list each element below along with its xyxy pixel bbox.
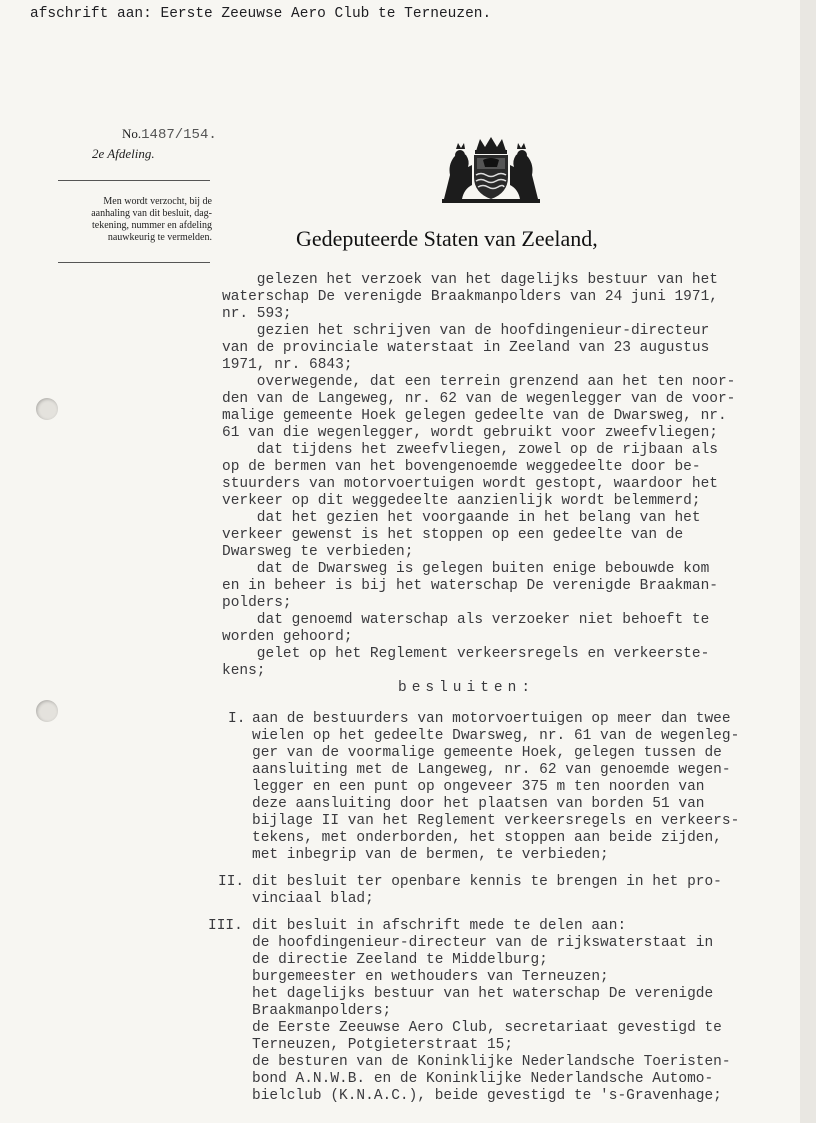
- document-title: Gedeputeerde Staten van Zeeland,: [296, 226, 598, 251]
- body-line: dat de Dwarsweg is gelegen buiten enige bebouwde kom: [222, 561, 710, 577]
- body-line: nr. 593;: [222, 306, 292, 322]
- zeeland-coat-of-arms-icon: [440, 135, 542, 205]
- citation-notice: [58, 196, 212, 244]
- department-label: 2e Afdeling.: [92, 146, 155, 161]
- decision-line: deze aansluiting door het plaatsen van borden 51 van: [252, 796, 705, 812]
- body-line: Dwarsweg te verbieden;: [222, 544, 414, 560]
- body-line: gelet op het Reglement verkeersregels en verkeerste-: [222, 646, 710, 662]
- body-line: en in beheer is bij het waterschap De verenigde Braakman-: [222, 578, 718, 594]
- reference-number-value: 1487/154.: [141, 127, 217, 143]
- body-line: gelezen het verzoek van het dagelijks bestuur van het: [222, 272, 718, 288]
- decision-line: de besturen van de Koninklijke Nederlandsche Toeristen-: [252, 1054, 731, 1070]
- citation-notice-line: nauwkeurig te vermelden.: [107, 232, 212, 243]
- decision-line: legger en een punt op ongeveer 375 m ten noorden van: [252, 779, 705, 795]
- body-line: van de provinciale waterstaat in Zeeland van 23 augustus: [222, 340, 710, 356]
- decision-line: wielen op het gedeelte Dwarsweg, nr. 61 van de wegenleg-: [252, 728, 740, 744]
- decision-line: dit besluit ter openbare kennis te brengen in het pro-: [252, 874, 722, 890]
- body-line: malige gemeente Hoek gelegen gedeelte van de Dwarsweg, nr.: [222, 408, 727, 424]
- body-line: worden gehoord;: [222, 629, 353, 645]
- divider: [58, 262, 210, 263]
- body-line: dat het gezien het voorgaande in het belang van het: [222, 510, 701, 526]
- divider: [58, 180, 210, 181]
- decision-line: Braakmanpolders;: [252, 1003, 392, 1019]
- body-line: dat genoemd waterschap als verzoeker niet behoeft te: [222, 612, 710, 628]
- body-line: 1971, nr. 6843;: [222, 357, 353, 373]
- decision-line: aan de bestuurders van motorvoertuigen op meer dan twee: [252, 711, 731, 727]
- body-line: kens;: [222, 663, 266, 679]
- decision-line: bijlage II van het Reglement verkeersregels en verkeers-: [252, 813, 740, 829]
- reference-number-label: No.: [122, 126, 142, 141]
- copy-addressee-line: afschrift aan: Eerste Zeeuwse Aero Club te Terneuzen.: [30, 6, 492, 22]
- body-line: verkeer gewenst is het stoppen op een gedeelte van de: [222, 527, 684, 543]
- decision-line: aansluiting met de Langeweg, nr. 62 van genoemde wegen-: [252, 762, 731, 778]
- citation-notice-line: aanhaling van dit besluit, dag-: [91, 208, 212, 219]
- body-line: dat tijdens het zweefvliegen, zowel op de rijbaan als: [222, 442, 718, 458]
- decision-line: de Eerste Zeeuwse Aero Club, secretariaat gevestigd te: [252, 1020, 722, 1036]
- decision-heading: besluiten:: [398, 680, 536, 696]
- decision-line: Terneuzen, Potgieterstraat 15;: [252, 1037, 514, 1053]
- punch-hole: [36, 700, 58, 722]
- decision-line: tekens, met onderborden, het stoppen aan beide zijden,: [252, 830, 722, 846]
- body-line: 61 van die wegenlegger, wordt gebruikt voor zweefvliegen;: [222, 425, 718, 441]
- page-edge: [800, 0, 816, 1123]
- body-line: polders;: [222, 595, 292, 611]
- decision-line: vinciaal blad;: [252, 891, 374, 907]
- decision-numeral: II.: [218, 874, 245, 890]
- decision-line: bielclub (K.N.A.C.), beide gevestigd te 's-Gravenhage;: [252, 1088, 722, 1104]
- body-line: waterschap De verenigde Braakmanpolders van 24 juni 1971,: [222, 289, 718, 305]
- decision-line: ger van de voormalige gemeente Hoek, gelegen tussen de: [252, 745, 722, 761]
- body-line: op de bermen van het bovengenoemde weggedeelte door be-: [222, 459, 701, 475]
- citation-notice-line: tekening, nummer en afdeling: [92, 220, 212, 231]
- citation-notice-line: Men wordt verzocht, bij de: [103, 196, 212, 207]
- decision-numeral: III.: [208, 918, 243, 934]
- decision-line: de hoofdingenieur-directeur van de rijkswaterstaat in: [252, 935, 714, 951]
- body-line: overwegende, dat een terrein grenzend aan het ten noor-: [222, 374, 736, 390]
- decision-numeral: I.: [228, 711, 246, 727]
- punch-hole: [36, 398, 58, 420]
- decision-line: burgemeester en wethouders van Terneuzen;: [252, 969, 609, 985]
- reference-number: [122, 126, 217, 143]
- decision-line: het dagelijks bestuur van het waterschap De verenigde: [252, 986, 714, 1002]
- body-line: gezien het schrijven van de hoofdingenieur-directeur: [222, 323, 710, 339]
- body-line: verkeer op dit weggedeelte aanzienlijk wordt belemmerd;: [222, 493, 701, 509]
- decision-line: de directie Zeeland te Middelburg;: [252, 952, 548, 968]
- body-line: den van de Langeweg, nr. 62 van de wegenlegger van de voor-: [222, 391, 736, 407]
- body-line: stuurders van motorvoertuigen wordt gestopt, waardoor het: [222, 476, 718, 492]
- decision-line: bond A.N.W.B. en de Koninklijke Nederlandsche Automo-: [252, 1071, 714, 1087]
- decision-line: met inbegrip van de bermen, te verbieden;: [252, 847, 609, 863]
- decision-line: dit besluit in afschrift mede te delen aan:: [252, 918, 627, 934]
